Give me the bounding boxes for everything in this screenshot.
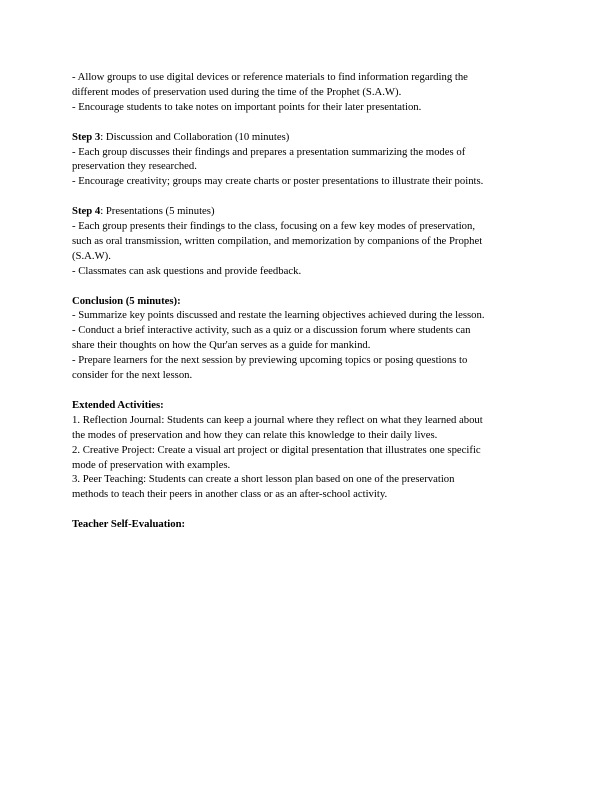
step4-section: [72, 204, 542, 279]
conclusion-heading: Conclusion (5 minutes):: [72, 294, 181, 307]
self-evaluation-heading: Teacher Self-Evaluation:: [72, 518, 186, 531]
extended-line-4: mode of preservation with examples.: [72, 458, 231, 471]
conclusion-line-3: share their thoughts on how the Qur'an serves as a guide for mankind.: [72, 339, 371, 352]
extended-line-1: 1. Reflection Journal: Students can keep a journal where they reflect on what they learned about: [72, 413, 483, 426]
step3-section: [72, 130, 542, 190]
step3-label: Step 3: [72, 130, 101, 143]
extended-line-5: 3. Peer Teaching: Students can create a short lesson plan based on one of the preservation: [72, 473, 455, 486]
step3-title: : Discussion and Collaboration (10 minutes): [100, 130, 290, 143]
step4-line-1: - Each group presents their findings to the class, focusing on a few key modes of preservation,: [72, 220, 476, 233]
step4-line-3: (S.A.W).: [72, 249, 111, 262]
step4-label: Step 4: [72, 205, 101, 218]
step4-title: : Presentations (5 minutes): [100, 205, 215, 218]
intro-line-1: - Allow groups to use digital devices or reference materials to find information regarding the: [72, 71, 468, 83]
conclusion-line-1: - Summarize key points discussed and restate the learning objectives achieved during the lesson.: [72, 309, 485, 322]
step3-heading: [72, 130, 542, 145]
extended-line-3: 2. Creative Project: Create a visual art project or digital presentation that illustrates one specific: [72, 443, 481, 456]
extended-activities-heading: Extended Activities:: [72, 398, 164, 411]
step4-heading: [72, 204, 542, 219]
document-page: [72, 70, 542, 532]
step4-line-2: such as oral transmission, written compilation, and memorization by companions of the Prophet: [72, 234, 483, 247]
step3-line-2: preservation they researched.: [72, 160, 197, 173]
conclusion-line-2: - Conduct a brief interactive activity, such as a quiz or a discussion forum where students can: [72, 324, 471, 337]
intro-line-3: - Encourage students to take notes on important points for their later presentation.: [72, 100, 422, 113]
conclusion-section: [72, 294, 542, 383]
extended-line-6: methods to teach their peers in another class or as an after-school activity.: [72, 488, 388, 501]
step3-line-1: - Each group discusses their findings and prepares a presentation summarizing the modes of: [72, 145, 466, 158]
conclusion-line-5: consider for the next lesson.: [72, 369, 193, 382]
self-evaluation-section: [72, 517, 542, 532]
step3-line-3: - Encourage creativity; groups may create charts or poster presentations to illustrate their points.: [72, 175, 484, 188]
intro-section: [72, 70, 542, 115]
intro-line-2: different modes of preservation used during the time of the Prophet (S.A.W).: [72, 85, 402, 98]
conclusion-line-4: - Prepare learners for the next session by previewing upcoming topics or posing questions to: [72, 354, 468, 367]
step4-line-4: - Classmates can ask questions and provide feedback.: [72, 264, 302, 277]
extended-line-2: the modes of preservation and how they can relate this knowledge to their daily lives.: [72, 428, 438, 441]
extended-activities-section: [72, 398, 542, 502]
